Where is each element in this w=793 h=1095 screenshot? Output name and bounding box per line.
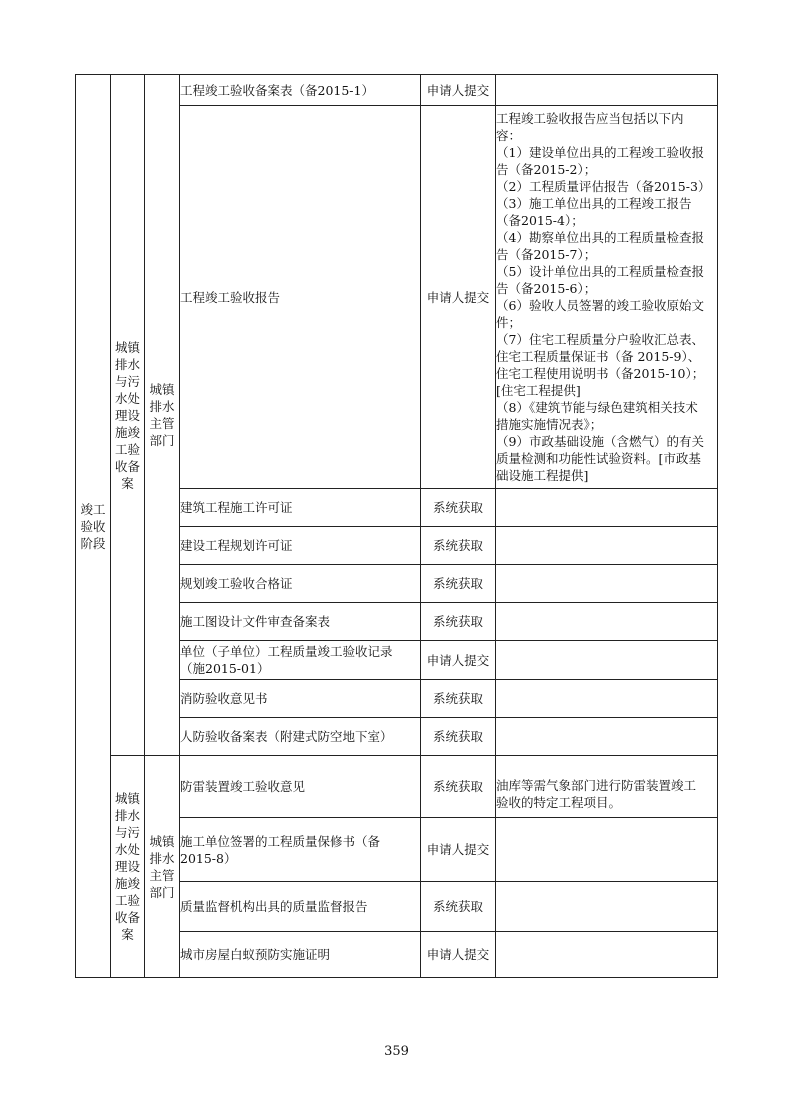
note-line: 住宅工程使用说明书（备2015-10）； [496,366,705,381]
material-cell: 施工图设计文件审查备案表 [180,603,421,641]
note-line: （8）《建筑节能与绿色建筑相关技术 [496,400,698,415]
item-name-cell [111,756,145,978]
page-number: 359 [384,1044,409,1059]
note-line: 告（备2015-2）； [496,162,597,177]
note-line: 住宅工程质量保证书（备 2015-9）、 [496,349,701,364]
note-cell [496,603,718,641]
item-name-cell [111,75,145,756]
note-line: （2）工程质量评估报告（备2015-3） [496,179,711,194]
item-line: 案 [121,927,134,942]
note-cell [496,932,718,978]
note-cell [496,75,718,106]
item-line: 案 [121,475,134,491]
item-line: 城镇 [114,791,140,806]
note-cell [496,489,718,527]
stage-line: 验收 [80,518,106,534]
material-cell: 质量监督机构出具的质量监督报告 [180,882,421,932]
material-cell [180,818,421,882]
material-cell: 防雷装置竣工验收意见 [180,756,421,818]
item-line: 工验 [114,893,140,908]
material-cell [180,641,421,680]
note-line: （6）验收人员签署的竣工验收原始文 [496,298,704,313]
material-cell: 工程竣工验收备案表（备2015-1） [180,75,421,106]
note-cell [496,641,718,680]
method-cell: 系统获取 [421,565,496,603]
dept-line: 部门 [149,433,175,448]
note-cell [496,818,718,882]
note-cell [496,106,718,489]
note-line: [住宅工程提供] [496,383,581,398]
method-cell: 系统获取 [421,489,496,527]
note-line: 件； [496,315,522,330]
item-line: 施竣 [114,876,140,891]
dept-line: 主管 [149,416,175,431]
method-cell: 系统获取 [421,718,496,756]
note-line: 告（备2015-6）； [496,281,597,296]
method-cell: 申请人提交 [421,818,496,882]
item-line: 理设 [114,859,140,874]
note-line: （5）设计单位出具的工程质量检查报 [496,264,704,279]
material-cell: 规划竣工验收合格证 [180,565,421,603]
note-line: （3）施工单位出具的工程竣工报告 [496,196,692,211]
method-cell: 系统获取 [421,527,496,565]
method-cell: 申请人提交 [421,932,496,978]
material-cell: 人防验收备案表（附建式防空地下室） [180,718,421,756]
note-line: 验收的特定工程项目。 [496,794,622,810]
dept-line: 排水 [149,399,175,414]
note-cell [496,718,718,756]
note-line: 油库等需气象部门进行防雷装置竣工 [496,777,697,793]
dept-line: 排水 [149,850,175,866]
method-cell: 系统获取 [421,680,496,718]
note-line: （7）住宅工程质量分户验收汇总表、 [496,332,704,347]
item-line: 水处 [114,842,140,857]
item-line: 理设 [114,407,140,423]
method-cell: 申请人提交 [421,106,496,489]
material-cell: 城市房屋白蚁预防实施证明 [180,932,421,978]
dept-line: 主管 [149,867,175,883]
material-line: 施工单位签署的工程质量保修书（备 [180,833,381,849]
material-cell: 工程竣工验收报告 [180,106,421,489]
note-cell [496,565,718,603]
method-cell: 系统获取 [421,882,496,932]
item-line: 施竣 [114,424,140,440]
item-line: 水处 [114,390,140,406]
note-line: 质量检测和功能性试验资料。[市政基 [496,451,701,466]
item-line: 收备 [114,458,140,474]
material-cell: 建设工程规划许可证 [180,527,421,565]
note-line: 工程竣工验收报告应当包括以下内 [496,111,684,126]
note-line: （1）建设单位出具的工程竣工验收报 [496,145,704,160]
item-line: 排水 [114,356,140,372]
note-cell [496,756,718,818]
note-line: （9）市政基础设施（含燃气）的有关 [496,434,704,449]
note-line: 础设施工程提供] [496,468,589,483]
table-row [76,75,718,106]
material-cell: 消防验收意见书 [180,680,421,718]
stage-cell [76,75,111,978]
note-line: （4）勘察单位出具的工程质量检查报 [496,230,704,245]
note-cell [496,680,718,718]
material-line: （施2015-01） [180,661,270,676]
material-line: 单位（子单位）工程质量竣工验收记录 [180,644,393,659]
note-line: 告（备2015-7）； [496,247,597,262]
material-cell: 建筑工程施工许可证 [180,489,421,527]
dept-cell [145,75,180,756]
stage-line: 竣工 [80,501,106,517]
note-line: 措施实施情况表》； [496,417,603,432]
note-cell [496,882,718,932]
item-line: 工验 [114,441,140,457]
item-line: 收备 [114,910,140,925]
method-cell: 系统获取 [421,756,496,818]
dept-line: 部门 [149,884,175,900]
note-line: （备2015-4）； [496,213,584,228]
dept-cell [145,756,180,978]
item-line: 排水 [114,808,140,823]
item-line: 与污 [114,373,140,389]
item-line: 城镇 [114,339,140,355]
method-cell: 申请人提交 [421,641,496,680]
dept-line: 城镇 [149,382,175,397]
material-line: 2015-8） [180,850,237,866]
dept-line: 城镇 [149,833,175,849]
item-line: 与污 [114,825,140,840]
method-cell: 系统获取 [421,603,496,641]
acceptance-materials-table [75,74,718,978]
table-row [76,756,718,818]
method-cell: 申请人提交 [421,75,496,106]
note-cell [496,527,718,565]
note-line: 容： [496,128,522,143]
stage-line: 阶段 [80,535,106,551]
